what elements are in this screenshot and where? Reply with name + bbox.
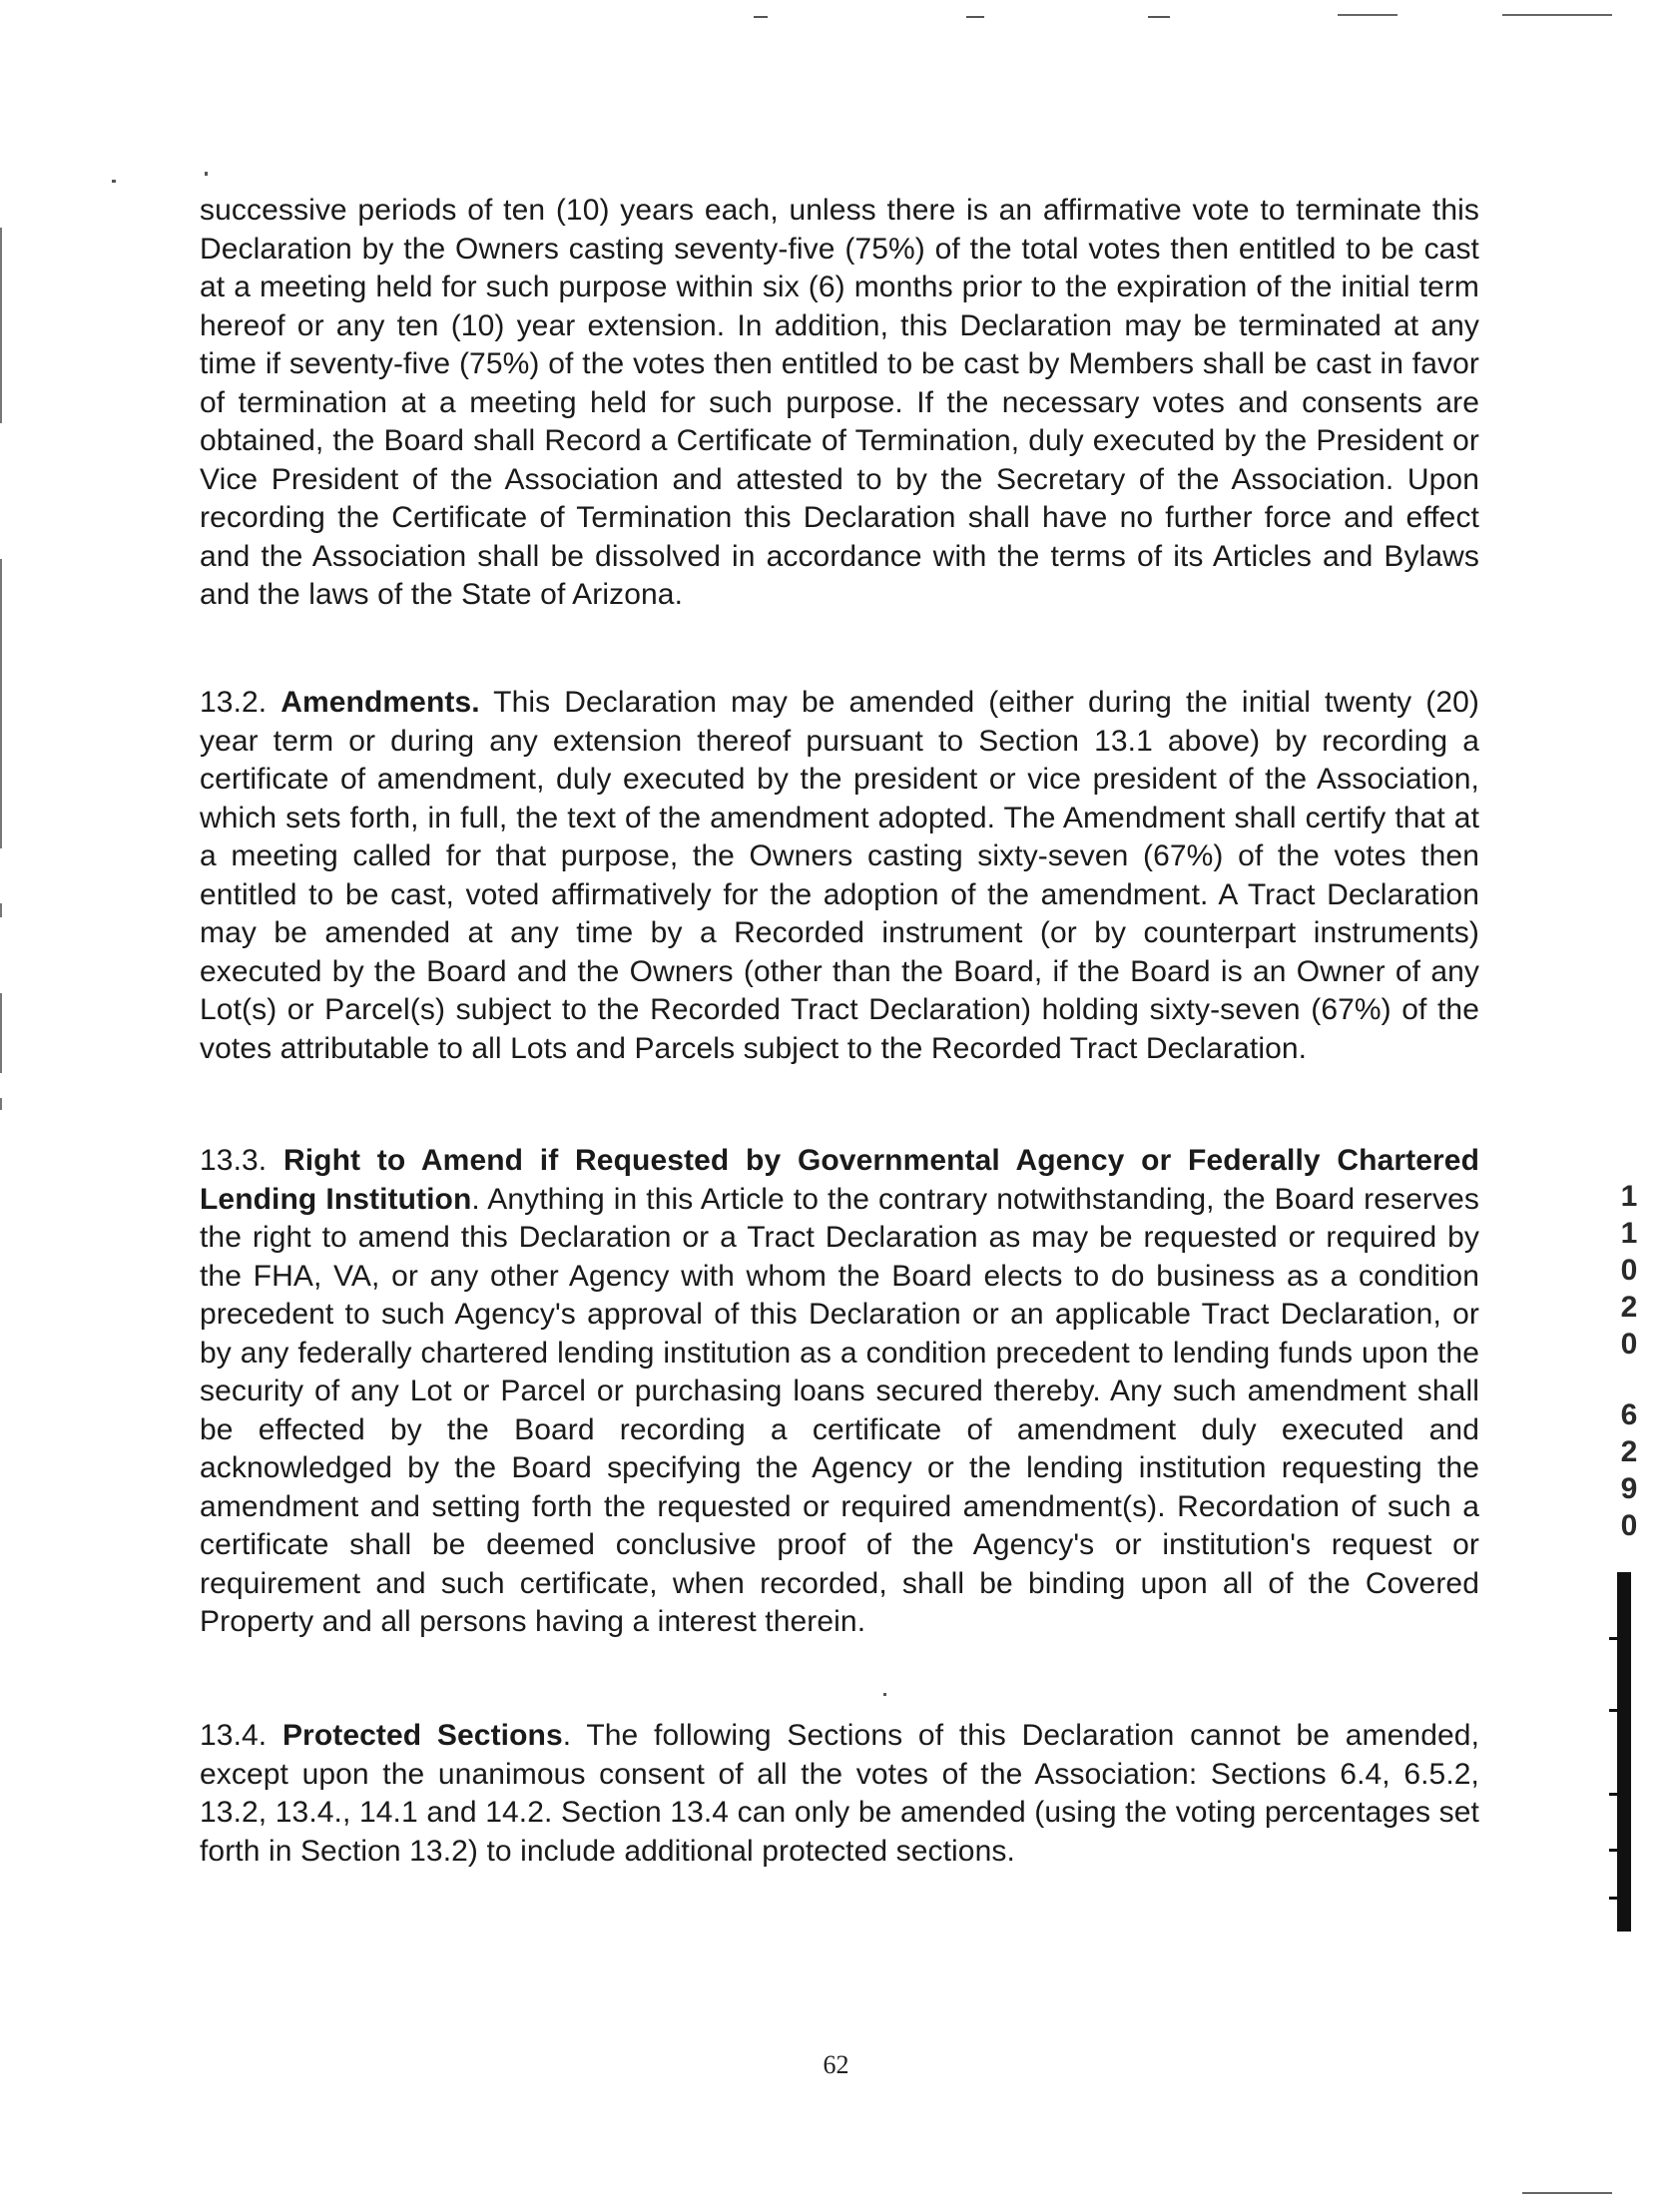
scan-artifact-rule — [1338, 14, 1397, 16]
stamp-digit: 2 — [1620, 1435, 1638, 1468]
stamp-digit: 0 — [1620, 1509, 1638, 1542]
scan-artifact-rule — [1502, 14, 1612, 16]
section-number: 13.4. — [200, 1719, 268, 1752]
section-body: . Anything in this Article to the contrary notwithstanding, the Board reserves the right to amend this Declaration or a Tract Declaration as may be requested or required by the FHA, VA, or any other Agency with whom the Board elects to do business as a condition precedent to such Agency's approval of this Declaration or an applicable Tract Declaration, or by any federally chartered lending institution as a condition precedent to lending funds upon the security of any Lot or Parcel or purchasing loans secured thereby. Any such amendment shall be effected by the Board recording a certificate of amendment duly executed and acknowledged by the Board specifying the Agency or the lending institution requesting the amendment and setting forth the requested or required amendment(s). Recordation of such a certificate shall be deemed conclusive proof of the Agency's or institution's request or requirement and such certificate, when recorded, shall be binding upon all of the Covered Property and all persons having a interest therein. — [200, 1182, 1480, 1638]
stamp-gap — [1611, 1363, 1647, 1396]
stamp-digit: 2 — [1620, 1291, 1638, 1324]
page-number: 62 — [823, 2050, 849, 2079]
barcode-graphic — [1617, 1572, 1631, 1932]
section-13-4-protected-sections — [200, 1717, 1479, 1871]
barcode-tick — [1609, 1637, 1619, 1640]
section-number: 13.2. — [200, 686, 268, 719]
section-body: This Declaration may be amended (either during the initial twenty (20) year term or during any extension thereof pursuant to Section 13.1 above) by recording a certificate of amendment, duly executed by the president or vice president of the Association, which sets forth, in full, the text of the amendment adopted. The Amendment shall certify that at a meeting called for that purpose, the Owners casting sixty-seven (67%) of the votes then entitled to be cast, voted affirmatively for the adoption of the amendment. A Tract Declaration may be amended at any time by a Recorded instrument (or by counterpart instruments) executed by the Board and the Owners (other than the Board, if the Board is an Owner of any Lot(s) or Parcel(s) subject to the Recorded Tract Declaration) holding sixty-seven (67%) of the votes attributable to all Lots and Parcels subject to the Recorded Tract Declaration. — [200, 686, 1479, 1065]
stamp-digit: 0 — [1620, 1328, 1638, 1361]
scan-artifact-margin-line — [0, 559, 2, 848]
scan-artifact-rule — [1522, 2192, 1612, 2194]
section-13-3-right-to-amend — [200, 1142, 1479, 1642]
recording-stamp — [1611, 1178, 1647, 1544]
scan-artifact-dot — [883, 1693, 886, 1696]
stamp-digit: 0 — [1620, 1254, 1638, 1287]
scan-artifact-dash — [1148, 16, 1170, 18]
scan-artifact-margin-line — [0, 1098, 2, 1110]
section-body: . The following Sections of this Declaration cannot be amended, except upon the unanimous consent of all the votes of the Association: Sections 6.4, 6.5.2, 13.2, 13.4., 14.1 and 14.2. Section 13.4 can only be amended (using the voting percentages set forth in Section 13.2) to include additional protected sections. — [200, 1719, 1480, 1868]
scan-artifact-margin-line — [0, 228, 2, 423]
section-heading: Protected Sections — [281, 1719, 563, 1752]
barcode-tick — [1609, 1793, 1619, 1796]
scan-artifact-dot — [112, 180, 116, 183]
scan-artifact-dash — [754, 16, 768, 18]
stamp-digit: 9 — [1620, 1472, 1638, 1505]
stamp-digit: 6 — [1620, 1398, 1638, 1431]
barcode-tick — [1609, 1709, 1619, 1712]
stamp-digit: 1 — [1620, 1180, 1638, 1213]
section-number: 13.3. — [200, 1144, 268, 1177]
scan-artifact-margin-line — [0, 903, 2, 917]
barcode-tick — [1609, 1897, 1619, 1900]
section-heading: Amendments. — [280, 686, 480, 719]
section-13-2-amendments — [200, 684, 1479, 1068]
barcode-tick — [1609, 1849, 1619, 1852]
section-heading: Right to Amend if Requested by Governmental Agency or Federally Chartered Lending Institution — [200, 1144, 1480, 1216]
scan-artifact-dash — [966, 16, 984, 18]
scan-artifact-dot — [205, 172, 208, 176]
paragraph-termination-continued — [200, 192, 1479, 615]
paragraph-text: successive periods of ten (10) years each, unless there is an affirmative vote to terminate this Declaration by the Owners casting seventy-five (75%) of the total votes then entitled to be cast at a meeting held for such purpose within six (6) months prior to the expiration of the initial term hereof or any ten (10) year extension. In addition, this Declaration may be terminated at any time if seventy-five (75%) of the votes then entitled to be cast by Members shall be cast in favor of termination at a meeting held for such purpose. If the necessary votes and consents are obtained, the Board shall Record a Certificate of Termination, duly executed by the President or Vice President of the Association and attested to by the Secretary of the Association. Upon recording the Certificate of Termination this Declaration shall have no further force and effect and the Association shall be dissolved in accordance with the terms of its Articles and Bylaws and the laws of the State of Arizona. — [200, 194, 1479, 611]
stamp-digit: 1 — [1620, 1217, 1638, 1250]
scan-artifact-margin-line — [0, 993, 2, 1073]
